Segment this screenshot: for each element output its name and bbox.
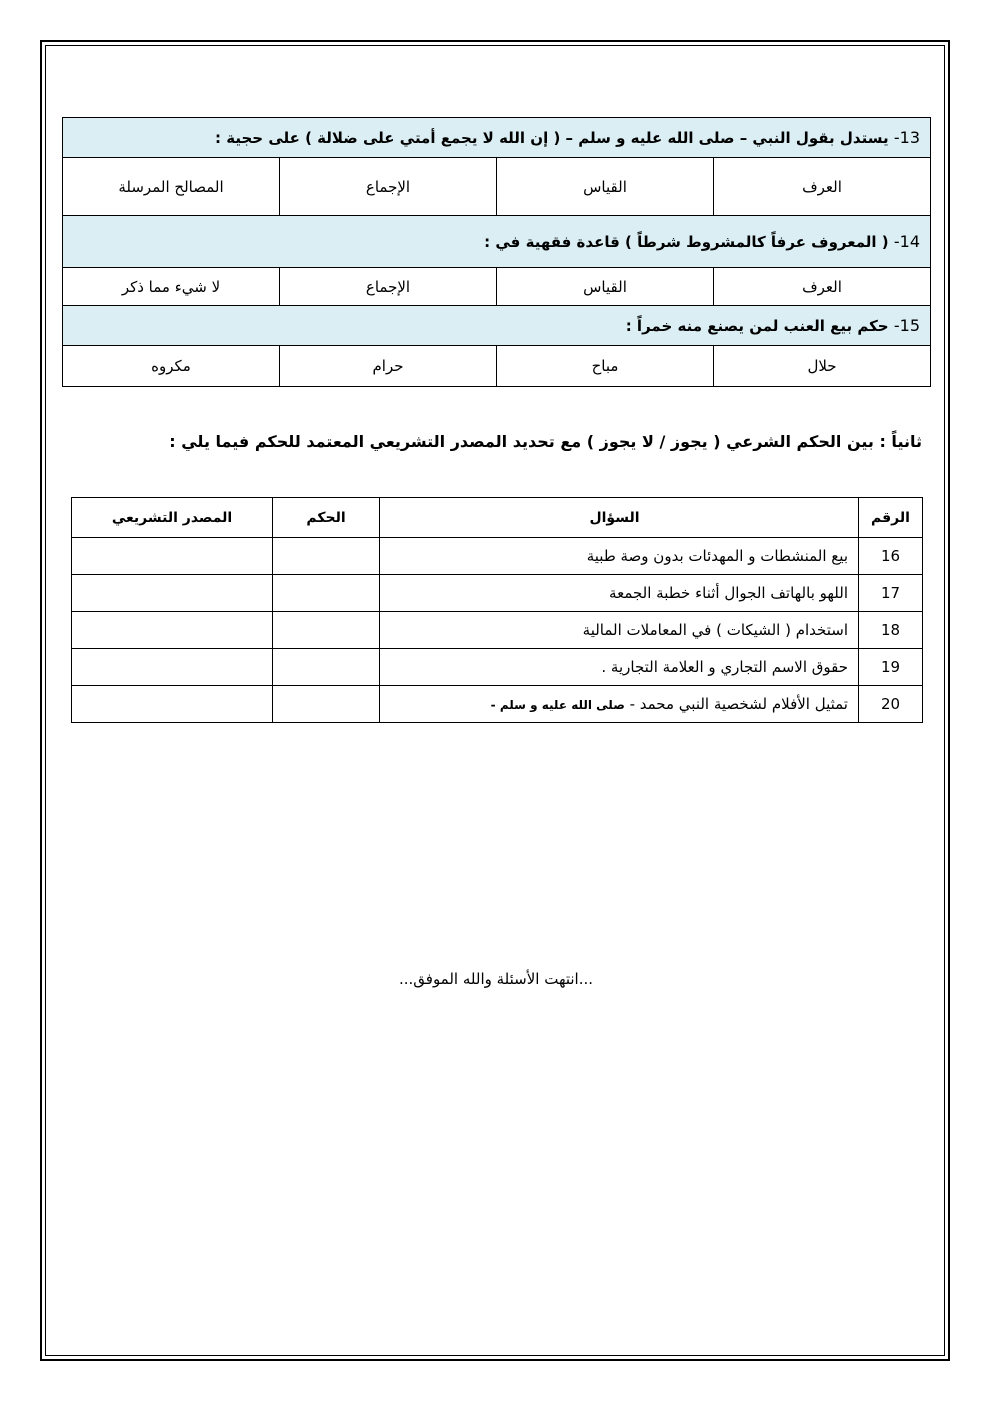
question-cell [63,118,931,158]
option[interactable]: القياس [497,158,714,216]
options-row [63,346,931,387]
ruling-answer-cell[interactable] [273,538,380,575]
source-answer-cell[interactable] [72,686,273,723]
table-row [72,686,923,723]
option[interactable]: الإجماع [280,158,497,216]
row-question-cell [380,686,859,723]
row-number: 18 [859,612,923,649]
row-question: استخدام ( الشيكات ) في المعاملات المالية [380,612,859,649]
option[interactable]: لا شيء مما ذكر [63,268,280,306]
question-number: 15- [893,316,920,335]
option[interactable]: مباح [497,346,714,387]
row-number: 19 [859,649,923,686]
row-question: اللهو بالهاتف الجوال أثناء خطبة الجمعة [380,575,859,612]
mcq-table [62,117,931,387]
options-row [63,158,931,216]
rulings-table [71,497,923,723]
source-answer-cell[interactable] [72,575,273,612]
section-title: ثانياً : بين الحكم الشرعي ( يجوز / لا يجوز ) مع تحديد المصدر التشريعي المعتمد للحكم فيما يلي : [169,432,922,451]
table-row [72,538,923,575]
row-number: 17 [859,575,923,612]
option[interactable]: العرف [714,158,931,216]
source-answer-cell[interactable] [72,538,273,575]
row-question: بيع المنشطات و المهدئات بدون وصة طبية [380,538,859,575]
table-row [72,649,923,686]
row-question: حقوق الاسم التجاري و العلامة التجارية . [380,649,859,686]
header-number: الرقم [859,498,923,538]
option[interactable]: المصالح المرسلة [63,158,280,216]
options-row [63,268,931,306]
option[interactable]: القياس [497,268,714,306]
row-question: تمثيل الأفلام لشخصية النبي محمد - [629,695,848,713]
question-text: يستدل بقول النبي – صلى الله عليه و سلم – ( إن الله لا يجمع أمتي على ضلالة ) على حجية : [215,129,889,147]
ruling-answer-cell[interactable] [273,575,380,612]
ruling-answer-cell[interactable] [273,612,380,649]
option[interactable]: مكروه [63,346,280,387]
source-answer-cell[interactable] [72,612,273,649]
ruling-answer-cell[interactable] [273,686,380,723]
header-source: المصدر التشريعي [72,498,273,538]
header-question: السؤال [380,498,859,538]
question-row [63,118,931,158]
question-text: ( المعروف عرفاً كالمشروط شرطاً ) قاعدة فقهية في : [484,233,889,251]
option[interactable]: الإجماع [280,268,497,306]
row-number: 20 [859,686,923,723]
header-ruling: الحكم [273,498,380,538]
question-row [63,216,931,268]
table-header-row [72,498,923,538]
question-number: 13- [893,128,920,147]
option[interactable]: حلال [714,346,931,387]
row-question-suffix: صلى الله عليه و سلم - [490,698,625,712]
row-number: 16 [859,538,923,575]
option[interactable]: حرام [280,346,497,387]
source-answer-cell[interactable] [72,649,273,686]
table-row [72,612,923,649]
question-number: 14- [893,232,920,251]
ruling-answer-cell[interactable] [273,649,380,686]
question-cell [63,306,931,346]
closing-note: ...انتهت الأسئلة والله الموفق... [398,970,594,988]
question-cell [63,216,931,268]
option[interactable]: العرف [714,268,931,306]
question-row [63,306,931,346]
table-row [72,575,923,612]
question-text: حكم بيع العنب لمن يصنع منه خمراً : [625,317,889,335]
